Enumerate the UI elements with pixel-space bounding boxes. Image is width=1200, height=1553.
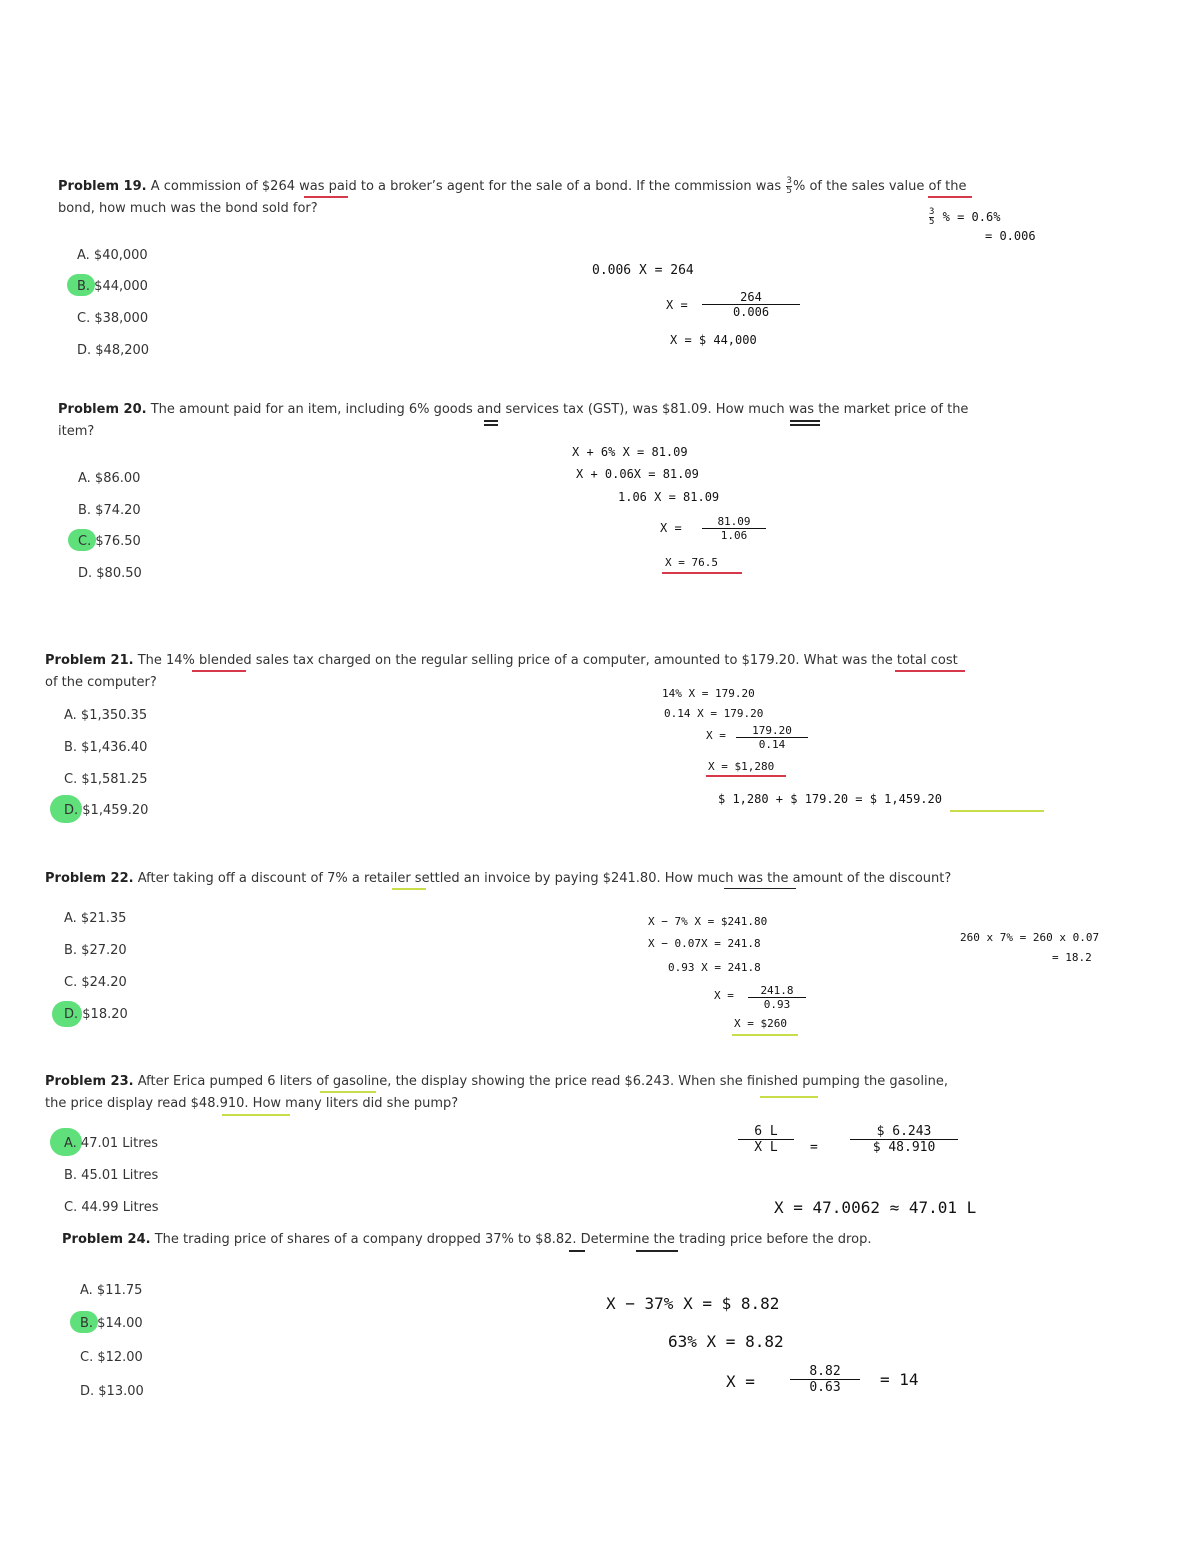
fraction-numerator: 81.09 <box>702 515 766 529</box>
problem-23-label: Problem 23. <box>45 1074 134 1089</box>
handwritten-fraction-num: 3 <box>929 207 935 217</box>
underline-6-liters <box>320 1091 376 1093</box>
problem-21-option-d-label: D. $1,459.20 <box>64 803 149 818</box>
problem-24-work-line-3-lhs: X = <box>726 1372 755 1391</box>
fraction-numerator: 179.20 <box>736 724 808 738</box>
problem-24-option-c[interactable]: C. $12.00 <box>80 1350 143 1365</box>
problem-22-work-fraction <box>748 984 806 1011</box>
problem-19-option-a[interactable]: A. $40,000 <box>77 248 148 263</box>
problem-20-work-line-3: 1.06 X = 81.09 <box>618 490 720 504</box>
underline-3-5-percent <box>928 196 972 198</box>
problem-19-work-line-2: = 0.006 <box>985 229 1036 243</box>
problem-22-question <box>45 868 1170 890</box>
underline-264 <box>304 196 348 198</box>
problem-24-option-b[interactable] <box>80 1316 143 1331</box>
fraction-numerator: 264 <box>702 290 800 305</box>
problem-21-option-b[interactable]: B. $1,436.40 <box>64 740 148 755</box>
fraction-denominator: 0.006 <box>732 305 770 319</box>
problem-24-work-result: = 14 <box>880 1370 919 1389</box>
underline-7-percent <box>392 888 426 890</box>
underline-37-percent <box>569 1250 585 1252</box>
fraction-denominator: 0.14 <box>758 738 786 751</box>
problem-24-work-line-1: X − 37% X = $ 8.82 <box>606 1294 780 1313</box>
problem-23-question <box>45 1071 1170 1115</box>
problem-23-option-c[interactable]: C. 44.99 Litres <box>64 1200 159 1215</box>
handwritten-line: % = 0.6% <box>942 210 1001 224</box>
handwritten-fraction <box>929 208 934 227</box>
problem-21-work-line-3-lhs: X = <box>706 729 726 742</box>
problem-23-option-b[interactable]: B. 45.01 Litres <box>64 1168 159 1183</box>
problem-24-question <box>62 1229 1162 1251</box>
problem-21-option-c[interactable]: C. $1,581.25 <box>64 772 148 787</box>
problem-23-text-a: After Erica pumped 6 liters of gasoline, the display showing the price read $6.243. When she finished pumping the gasoline, <box>137 1074 948 1089</box>
underline-1280 <box>706 775 786 777</box>
fraction-numerator: 6 L <box>738 1124 794 1140</box>
problem-22-work-line-3: 0.93 X = 241.8 <box>668 961 761 974</box>
problem-24-option-a[interactable]: A. $11.75 <box>80 1283 143 1298</box>
problem-19-work-fraction <box>702 290 800 319</box>
problem-24-option-b-label: B. $14.00 <box>80 1316 143 1331</box>
problem-21-option-a[interactable]: A. $1,350.35 <box>64 708 148 723</box>
problem-19-work-line-3: 0.006 X = 264 <box>592 263 694 278</box>
problem-20-option-c[interactable] <box>78 534 141 549</box>
problem-20-option-d[interactable]: D. $80.50 <box>78 566 142 581</box>
underline-14-percent <box>192 670 246 672</box>
problem-24-option-d[interactable]: D. $13.00 <box>80 1384 144 1399</box>
problem-22-work-line-7: = 18.2 <box>1052 951 1092 964</box>
problem-23-work-fraction-left <box>738 1124 794 1155</box>
underline-179-20 <box>895 670 965 672</box>
underline-8-82 <box>636 1250 678 1252</box>
fraction-denominator: X L <box>754 1140 778 1155</box>
problem-23-option-a[interactable] <box>64 1136 158 1151</box>
fraction-numerator: 241.8 <box>748 984 806 998</box>
problem-19-option-d[interactable]: D. $48,200 <box>77 343 150 358</box>
underline-260 <box>732 1034 798 1036</box>
underline-price-1 <box>790 420 820 422</box>
problem-20-option-a[interactable]: A. $86.00 <box>78 471 141 486</box>
problem-19-work-line-4-lhs: X = <box>666 298 688 312</box>
problem-21-work-line-5: $ 1,280 + $ 179.20 = $ 1,459.20 <box>718 792 942 806</box>
problem-23-option-a-label: A. 47.01 Litres <box>64 1136 159 1151</box>
problem-21-work-line-1: 14% X = 179.20 <box>662 687 755 700</box>
problem-22-option-b[interactable]: B. $27.20 <box>64 943 127 958</box>
problem-22-work-line-2: X − 0.07X = 241.8 <box>648 937 761 950</box>
problem-23-work-fraction-right <box>850 1124 958 1155</box>
problem-21-question <box>45 650 1170 694</box>
problem-20-text-b: item? <box>58 424 95 439</box>
problem-19-label: Problem 19. <box>58 179 147 194</box>
problem-21-work-line-2: 0.14 X = 179.20 <box>664 707 764 720</box>
underline-1459-20 <box>950 810 1044 812</box>
problem-22-work-line-6: 260 x 7% = 260 x 0.07 <box>960 931 1100 944</box>
underline-answer-76-5 <box>662 572 742 574</box>
fraction-denominator: 5 <box>786 186 792 196</box>
problem-22-option-d[interactable] <box>64 1007 128 1022</box>
problem-21-text-b: of the computer? <box>45 675 157 690</box>
problem-19-fraction <box>786 177 792 196</box>
problem-20-question <box>58 399 1168 443</box>
problem-20-label: Problem 20. <box>58 402 147 417</box>
problem-20-text-a: The amount paid for an item, including 6% goods and services tax (GST), was $81.09. How much was the market price of the <box>150 402 969 417</box>
problem-19-work-line-5: X = $ 44,000 <box>670 333 757 347</box>
fraction-numerator: $ 6.243 <box>850 1124 958 1140</box>
problem-19-text-a: A commission of $264 was paid to a broker’s agent for the sale of a bond. If the commission was <box>150 179 782 194</box>
problem-21-option-d[interactable] <box>64 803 148 818</box>
underline-6-percent-1 <box>484 420 498 422</box>
problem-21-work-line-4: X = $1,280 <box>708 760 775 773</box>
problem-22-option-d-label: D. $18.20 <box>64 1007 128 1022</box>
problem-19-question <box>58 176 1168 220</box>
problem-22-text-a: After taking off a discount of 7% a retailer settled an invoice by paying $241.80. How much was the amount of the discount? <box>137 871 952 886</box>
problem-19-option-b[interactable] <box>77 279 148 294</box>
problem-19-option-b-label: B. $44,000 <box>77 279 148 294</box>
fraction-denominator: 0.63 <box>809 1380 841 1395</box>
fraction-numerator: 3 <box>786 176 792 186</box>
problem-24-work-line-2: 63% X = 8.82 <box>668 1332 784 1351</box>
problem-20-work-line-1: X + 6% X = 81.09 <box>572 445 688 459</box>
fraction-denominator: $ 48.910 <box>872 1140 936 1155</box>
problem-22-option-c[interactable]: C. $24.20 <box>64 975 127 990</box>
problem-19-text-c: bond, how much was the bond sold for? <box>58 201 318 216</box>
problem-20-work-line-5: X = 76.5 <box>665 556 718 569</box>
underline-48-910 <box>222 1114 290 1116</box>
underline-price-2 <box>790 424 820 426</box>
fraction-denominator: 1.06 <box>720 529 748 542</box>
problem-23-text-b: the price display read $48.910. How many liters did she pump? <box>45 1096 459 1111</box>
problem-20-work-line-2: X + 0.06X = 81.09 <box>576 467 699 481</box>
problem-19-option-c[interactable]: C. $38,000 <box>77 311 149 326</box>
underline-6-243 <box>760 1096 818 1098</box>
problem-24-work-fraction <box>790 1364 860 1395</box>
problem-20-option-b[interactable]: B. $74.20 <box>78 503 141 518</box>
problem-23-work-equals: = <box>810 1140 818 1155</box>
problem-22-label: Problem 22. <box>45 871 134 886</box>
problem-24-label: Problem 24. <box>62 1232 151 1247</box>
problem-24-text-a: The trading price of shares of a company dropped 37% to $8.82. Determine the trading price before the drop. <box>154 1232 872 1247</box>
problem-21-label: Problem 21. <box>45 653 134 668</box>
problem-19-work-line-1 <box>928 208 1000 227</box>
problem-21-work-fraction <box>736 724 808 751</box>
problem-22-option-a[interactable]: A. $21.35 <box>64 911 127 926</box>
underline-6-percent-2 <box>484 424 498 426</box>
problem-20-work-line-4-lhs: X = <box>660 521 682 535</box>
fraction-numerator: 8.82 <box>790 1364 860 1380</box>
problem-21-text-a: The 14% blended sales tax charged on the regular selling price of a computer, amounted to $179.20. What was the total cost <box>137 653 958 668</box>
problem-22-work-line-1: X − 7% X = $241.80 <box>648 915 768 928</box>
problem-19-text-b: % of the sales value of the <box>792 179 967 194</box>
problem-22-work-line-4-lhs: X = <box>714 989 734 1002</box>
handwritten-fraction-den: 5 <box>929 217 935 227</box>
problem-20-option-c-label: C. $76.50 <box>78 534 141 549</box>
underline-241-80 <box>724 888 796 889</box>
problem-20-work-fraction <box>702 515 766 542</box>
problem-23-work-line-2: X = 47.0062 ≈ 47.01 L <box>774 1198 977 1217</box>
problem-22-work-line-5: X = $260 <box>734 1017 787 1030</box>
fraction-denominator: 0.93 <box>763 998 791 1011</box>
